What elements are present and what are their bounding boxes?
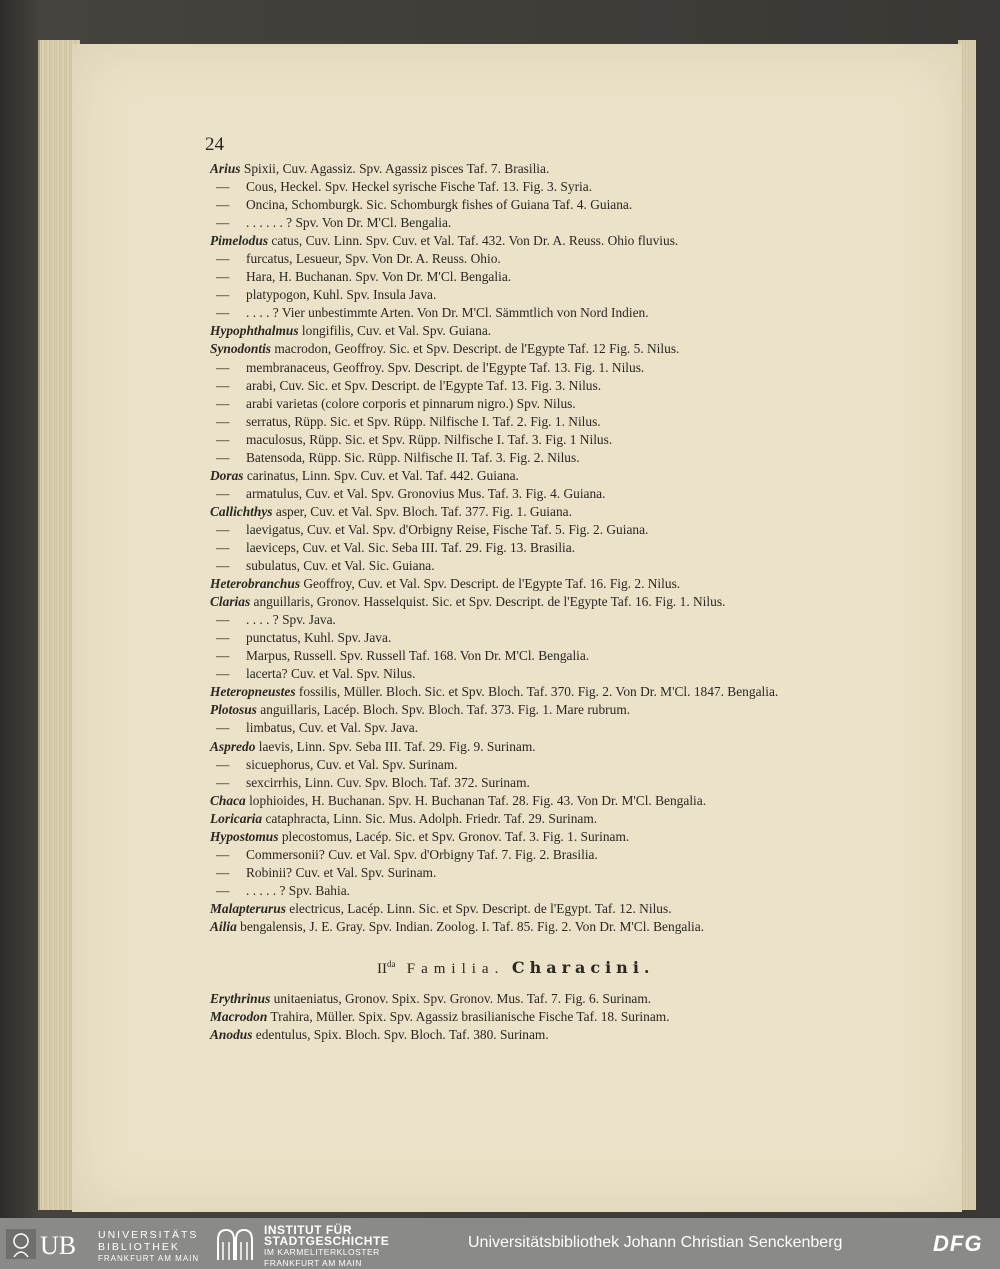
species-list xyxy=(210,160,950,936)
species-entry xyxy=(210,377,950,395)
species-text: Marpus, Russell. Spv. Russell Taf. 168. Von Dr. M'Cl. Bengalia. xyxy=(246,648,590,664)
ub-text xyxy=(98,1229,199,1265)
ditto-dash: — xyxy=(216,215,230,231)
ditto-dash: — xyxy=(216,756,230,772)
genus-name: Arius xyxy=(210,161,241,176)
family-name: Characini. xyxy=(511,958,655,977)
ditto-dash: — xyxy=(216,179,230,195)
species-text: armatulus, Cuv. et Val. Spv. Gronovius Mus. Taf. 3. Fig. 4. Guiana. xyxy=(246,485,606,501)
ub-line1: UNIVERSITÄTS xyxy=(98,1229,199,1241)
institute-arch-icon[interactable] xyxy=(214,1226,256,1262)
species-text: maculosus, Rüpp. Sic. et Spv. Rüpp. Nilfische I. Taf. 3. Fig. 1 Nilus. xyxy=(246,431,613,447)
genus-name: Heterobranchus xyxy=(210,576,301,592)
species-entry xyxy=(210,485,950,503)
species-entry xyxy=(210,413,950,431)
genus-name: Erythrinus xyxy=(210,991,271,1006)
footer-bar xyxy=(0,1218,1000,1269)
species-text: carinatus, Linn. Spv. Cuv. et Val. Taf. 442. Guiana. xyxy=(246,467,519,483)
species-entry xyxy=(210,268,950,286)
species-text: Batensoda, Rüpp. Sic. Rüpp. Nilfische II. Taf. 3. Fig. 2. Nilus. xyxy=(246,449,580,465)
species-text: unitaeniatus, Gronov. Spix. Spv. Gronov. Mus. Taf. 7. Fig. 6. Surinam. xyxy=(273,991,652,1006)
species-text: sexcirrhis, Linn. Cuv. Spv. Bloch. Taf. 372. Surinam. xyxy=(246,774,530,790)
ub-mark: UB xyxy=(40,1231,77,1260)
stadt-line4: FRANKFURT AM MAIN xyxy=(264,1258,362,1268)
genus-name: Anodus xyxy=(210,1027,253,1043)
species-text: cataphracta, Linn. Sic. Mus. Adolph. Friedr. Taf. 29. Surinam. xyxy=(265,810,598,826)
species-text: Commersonii? Cuv. et Val. Spv. d'Orbigny Taf. 7. Fig. 2. Brasilia. xyxy=(246,846,598,862)
species-text: . . . . ? Spv. Java. xyxy=(246,612,336,628)
ditto-dash: — xyxy=(216,774,230,790)
species-entry xyxy=(210,828,950,846)
ditto-dash: — xyxy=(216,846,230,862)
species-text: punctatus, Kuhl. Spv. Java. xyxy=(246,630,392,646)
species-entry xyxy=(210,774,950,792)
ditto-dash: — xyxy=(216,431,230,447)
species-entry xyxy=(210,1008,950,1026)
species-entry xyxy=(210,503,950,521)
genus-name: Pimelodus xyxy=(210,233,269,249)
ditto-dash: — xyxy=(216,864,230,880)
species-entry xyxy=(210,449,950,467)
ub-line2: BIBLIOTHEK xyxy=(98,1241,180,1253)
species-entry xyxy=(210,918,950,936)
species-entry xyxy=(210,575,950,593)
genus-name: Clarias xyxy=(210,594,251,610)
species-text: laeviceps, Cuv. et Val. Sic. Seba III. Taf. 29. Fig. 13. Brasilia. xyxy=(246,539,576,555)
species-entry xyxy=(210,683,950,701)
species-entry xyxy=(210,593,950,611)
ditto-dash: — xyxy=(216,521,230,537)
species-text: Spixii, Cuv. Agassiz. Spv. Agassiz pisces Taf. 7. Brasilia. xyxy=(243,161,550,176)
species-entry xyxy=(210,250,950,268)
species-entry xyxy=(210,665,950,683)
library-name[interactable]: Universitätsbibliothek Johann Christian Senckenberg xyxy=(468,1234,843,1251)
ditto-dash: — xyxy=(216,720,230,736)
species-text: serratus, Rüpp. Sic. et Spv. Rüpp. Nilfische I. Taf. 2. Fig. 1. Nilus. xyxy=(246,413,601,429)
genus-name: Macrodon xyxy=(210,1009,268,1025)
species-text: Cous, Heckel. Spv. Heckel syrische Fische Taf. 13. Fig. 3. Syria. xyxy=(246,179,593,195)
species-text: sicuephorus, Cuv. et Val. Spv. Surinam. xyxy=(246,756,458,772)
species-text: subulatus, Cuv. et Val. Sic. Guiana. xyxy=(246,558,435,574)
species-entry xyxy=(210,286,950,304)
species-text: arabi varietas (colore corporis et pinnarum nigro.) Spv. Nilus. xyxy=(246,395,576,411)
species-entry xyxy=(210,340,950,358)
family-ordinal-sup: da xyxy=(387,959,396,969)
ditto-dash: — xyxy=(216,612,230,628)
institute-text xyxy=(264,1225,389,1269)
ditto-dash: — xyxy=(216,413,230,429)
species-entry xyxy=(210,864,950,882)
genus-name: Hypophthalmus xyxy=(210,323,299,339)
ub-logo-icon[interactable] xyxy=(6,1227,92,1261)
species-list-characini xyxy=(210,990,950,1044)
ub-line3: FRANKFURT AM MAIN xyxy=(98,1254,200,1263)
dfg-logo[interactable]: DFG xyxy=(933,1231,983,1256)
ditto-dash: — xyxy=(216,287,230,303)
species-entry xyxy=(210,1026,950,1044)
species-entry xyxy=(210,792,950,810)
species-entry xyxy=(210,557,950,575)
species-entry xyxy=(210,719,950,737)
species-entry xyxy=(210,647,950,665)
genus-name: Loricaria xyxy=(210,810,263,826)
species-text: . . . . ? Vier unbestimmte Arten. Von Dr. M'Cl. Sämmtlich von Nord Indien. xyxy=(246,305,649,321)
species-entry xyxy=(210,395,950,413)
ditto-dash: — xyxy=(216,251,230,267)
species-text: edentulus, Spix. Bloch. Spv. Bloch. Taf. 380. Surinam. xyxy=(255,1027,549,1043)
species-entry xyxy=(210,232,950,250)
species-text: Oncina, Schomburgk. Sic. Schomburgk fishes of Guiana Taf. 4. Guiana. xyxy=(246,197,633,213)
ditto-dash: — xyxy=(216,882,230,898)
species-text: membranaceus, Geoffroy. Spv. Descript. de l'Egypte Taf. 13. Fig. 1. Nilus. xyxy=(246,359,645,375)
stadt-line1: INSTITUT FÜR xyxy=(264,1223,352,1237)
page-number: 24 xyxy=(205,134,224,155)
ditto-dash: — xyxy=(216,377,230,393)
ditto-dash: — xyxy=(216,558,230,574)
species-entry xyxy=(210,611,950,629)
species-entry xyxy=(210,846,950,864)
species-text: electricus, Lacép. Linn. Sic. et Spv. Descript. de l'Egypt. Taf. 12. Nilus. xyxy=(289,900,672,916)
species-entry xyxy=(210,359,950,377)
ditto-dash: — xyxy=(216,648,230,664)
genus-name: Doras xyxy=(210,467,244,483)
species-text: lacerta? Cuv. et Val. Spv. Nilus. xyxy=(246,666,416,682)
species-entry xyxy=(210,214,950,232)
species-entry xyxy=(210,431,950,449)
species-text: . . . . . . ? Spv. Von Dr. M'Cl. Bengalia. xyxy=(246,215,452,231)
genus-name: Malapterurus xyxy=(210,900,286,916)
species-entry xyxy=(210,629,950,647)
species-entry xyxy=(210,322,950,340)
ditto-dash: — xyxy=(216,269,230,285)
species-text: limbatus, Cuv. et Val. Spv. Java. xyxy=(246,720,419,736)
species-text: Geoffroy, Cuv. et Val. Spv. Descript. de l'Egypte Taf. 16. Fig. 2. Nilus. xyxy=(303,576,681,592)
species-entry xyxy=(210,738,950,756)
species-text: platypogon, Kuhl. Spv. Insula Java. xyxy=(246,287,437,303)
species-text: anguillaris, Lacép. Bloch. Spv. Bloch. Taf. 373. Fig. 1. Mare rubrum. xyxy=(260,702,631,718)
species-text: Trahira, Müller. Spix. Spv. Agassiz brasilianische Fische Taf. 18. Surinam. xyxy=(270,1009,670,1025)
species-entry xyxy=(210,990,950,1008)
species-text: laevigatus, Cuv. et Val. Spv. d'Orbigny Reise, Fische Taf. 5. Fig. 2. Guiana. xyxy=(246,521,649,537)
genus-name: Callichthys xyxy=(210,503,273,519)
ditto-dash: — xyxy=(216,485,230,501)
ditto-dash: — xyxy=(216,666,230,682)
species-entry xyxy=(210,756,950,774)
genus-name: Plotosus xyxy=(210,702,257,718)
ditto-dash: — xyxy=(216,449,230,465)
species-entry xyxy=(210,467,950,485)
species-text: Robinii? Cuv. et Val. Spv. Surinam. xyxy=(246,864,437,880)
species-entry xyxy=(210,178,950,196)
species-entry xyxy=(210,900,950,918)
species-entry xyxy=(210,701,950,719)
species-text: plecostomus, Lacép. Sic. et Spv. Gronov. Taf. 3. Fig. 1. Surinam. xyxy=(281,828,630,844)
species-text: Hara, H. Buchanan. Spv. Von Dr. M'Cl. Bengalia. xyxy=(246,269,512,285)
species-text: asper, Cuv. et Val. Spv. Bloch. Taf. 377. Fig. 1. Guiana. xyxy=(275,503,572,519)
genus-name: Ailia xyxy=(210,918,237,934)
species-text: . . . . . ? Spv. Bahia. xyxy=(246,882,351,898)
species-text: furcatus, Lesueur, Spv. Von Dr. A. Reuss. Ohio. xyxy=(246,251,501,267)
species-entry xyxy=(210,882,950,900)
species-entry xyxy=(210,521,950,539)
ditto-dash: — xyxy=(216,539,230,555)
species-text: arabi, Cuv. Sic. et Spv. Descript. de l'Egypte Taf. 13. Fig. 3. Nilus. xyxy=(246,377,602,393)
species-text: catus, Cuv. Linn. Spv. Cuv. et Val. Taf. 432. Von Dr. A. Reuss. Ohio fluvius. xyxy=(271,233,679,249)
species-entry xyxy=(210,160,950,178)
species-text: macrodon, Geoffroy. Sic. et Spv. Descript. de l'Egypte Taf. 12 Fig. 5. Nilus. xyxy=(274,341,680,357)
species-text: lophioides, H. Buchanan. Spv. H. Buchanan Taf. 28. Fig. 43. Von Dr. M'Cl. Bengalia. xyxy=(249,792,707,808)
ditto-dash: — xyxy=(216,305,230,321)
ditto-dash: — xyxy=(216,630,230,646)
ditto-dash: — xyxy=(216,359,230,375)
family-heading xyxy=(377,958,654,978)
family-ordinal: II xyxy=(377,961,387,977)
genus-name: Synodontis xyxy=(210,341,272,357)
species-text: bengalensis, J. E. Gray. Spv. Indian. Zoolog. I. Taf. 85. Fig. 2. Von Dr. M'Cl. Bengalia. xyxy=(240,918,705,934)
ditto-dash: — xyxy=(216,197,230,213)
species-text: fossilis, Müller. Bloch. Sic. et Spv. Bloch. Taf. 370. Fig. 2. Von Dr. M'Cl. 1847. Bengalia. xyxy=(298,684,779,700)
genus-name: Aspredo xyxy=(210,738,256,754)
species-entry xyxy=(210,304,950,322)
stadt-line2: STADTGESCHICHTE xyxy=(264,1234,390,1248)
species-text: anguillaris, Gronov. Hasselquist. Sic. et Spv. Descript. de l'Egypte Taf. 16. Fig. 1. Nilus. xyxy=(253,594,726,610)
genus-name: Chaca xyxy=(210,792,246,808)
genus-name: Hypostomus xyxy=(210,828,279,844)
genus-name: Heteropneustes xyxy=(210,684,296,700)
stadt-line3: IM KARMELITERKLOSTER xyxy=(264,1247,380,1257)
species-text: laevis, Linn. Spv. Seba III. Taf. 29. Fig. 9. Surinam. xyxy=(258,738,536,754)
species-entry xyxy=(210,539,950,557)
ditto-dash: — xyxy=(216,395,230,411)
species-text: longifilis, Cuv. et Val. Spv. Guiana. xyxy=(301,323,492,339)
species-entry xyxy=(210,810,950,828)
species-entry xyxy=(210,196,950,214)
family-label: Familia. xyxy=(406,961,505,977)
